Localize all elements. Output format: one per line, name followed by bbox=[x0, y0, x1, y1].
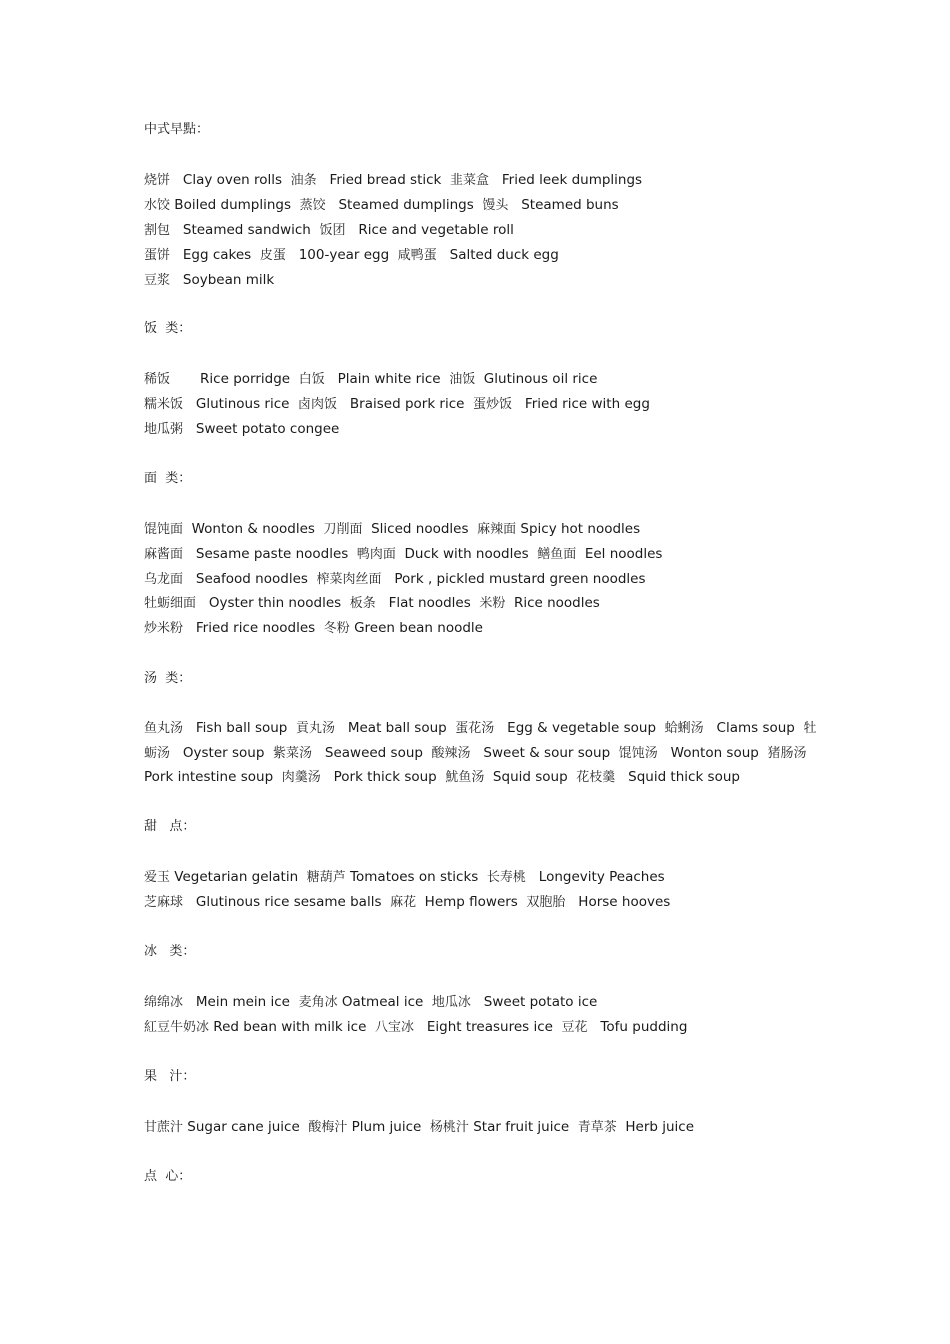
english-dish-name: Green bean noodle bbox=[349, 620, 483, 636]
chinese-dish-name: 紫菜汤 bbox=[272, 746, 312, 761]
chinese-dish-name: 冬粉 bbox=[323, 621, 350, 636]
chinese-dish-name: 地瓜粥 bbox=[144, 422, 184, 437]
english-dish-name: Spicy hot noodles bbox=[516, 521, 641, 537]
chinese-dish-name: 乌龙面 bbox=[144, 572, 184, 587]
english-dish-name: Herb juice bbox=[616, 1119, 695, 1135]
english-dish-name: Glutinous oil rice bbox=[475, 371, 598, 387]
english-dish-name: Hemp flowers bbox=[416, 894, 527, 910]
chinese-dish-name: 鱼丸汤 bbox=[144, 721, 184, 736]
section-heading: 冰 类： bbox=[144, 944, 196, 959]
menu-line bbox=[144, 420, 339, 439]
chinese-dish-name: 豆花 bbox=[561, 1020, 588, 1035]
chinese-dish-name: 炒米粉 bbox=[144, 621, 184, 636]
chinese-dish-name: 韭菜盒 bbox=[449, 173, 489, 188]
chinese-dish-name: 青草茶 bbox=[577, 1120, 617, 1135]
chinese-dish-name: 麦角冰 bbox=[298, 995, 338, 1010]
english-dish-name: Sliced noodles bbox=[362, 521, 478, 537]
chinese-dish-name: 绵绵冰 bbox=[144, 995, 184, 1010]
english-dish-name: Clams soup bbox=[703, 720, 804, 736]
english-dish-name: Star fruit juice bbox=[468, 1119, 578, 1135]
english-dish-name: Plain white rice bbox=[324, 371, 450, 387]
chinese-dish-name: 蛤蜊汤 bbox=[664, 721, 704, 736]
english-dish-name: Boiled dumplings bbox=[170, 197, 300, 213]
chinese-dish-name: 蛋花汤 bbox=[455, 721, 495, 736]
english-dish-name: Sweet potato ice bbox=[470, 994, 598, 1010]
chinese-dish-name: 油条 bbox=[290, 173, 317, 188]
chinese-dish-name: 稀饭 bbox=[144, 372, 171, 387]
english-dish-name: Eel noodles bbox=[576, 546, 663, 562]
chinese-dish-name: 榨菜肉丝面 bbox=[316, 572, 382, 587]
chinese-dish-name: 爱玉 bbox=[144, 870, 171, 885]
chinese-dish-name: 麻花 bbox=[390, 895, 417, 910]
menu-line bbox=[144, 719, 816, 738]
english-dish-name: Meat ball soup bbox=[334, 720, 456, 736]
chinese-dish-name: 花枝羹 bbox=[576, 770, 616, 785]
chinese-dish-name: 刀削面 bbox=[323, 522, 363, 537]
english-dish-name: Fried leek dumplings bbox=[488, 172, 643, 188]
menu-line bbox=[144, 1118, 694, 1137]
section-heading: 果 汁： bbox=[144, 1069, 196, 1084]
chinese-dish-name: 酸梅汁 bbox=[308, 1120, 348, 1135]
english-dish-name: Steamed buns bbox=[508, 197, 619, 213]
chinese-dish-name: 麻酱面 bbox=[144, 547, 184, 562]
english-dish-name: Sesame paste noodles bbox=[183, 546, 357, 562]
chinese-dish-name: 杨桃汁 bbox=[429, 1120, 469, 1135]
english-dish-name: Fried bread stick bbox=[316, 172, 450, 188]
chinese-dish-name: 牡蛎细面 bbox=[144, 596, 197, 611]
english-dish-name: Fish ball soup bbox=[183, 720, 296, 736]
english-dish-name: Pork , pickled mustard green noodles bbox=[381, 571, 646, 587]
chinese-dish-name: 白饭 bbox=[298, 372, 325, 387]
chinese-dish-name: 貢丸汤 bbox=[295, 721, 335, 736]
english-dish-name: Steamed sandwich bbox=[170, 222, 320, 238]
menu-line bbox=[144, 993, 597, 1012]
english-dish-name: Steamed dumplings bbox=[325, 197, 483, 213]
menu-line bbox=[144, 570, 646, 589]
menu-line bbox=[144, 619, 483, 638]
menu-line bbox=[144, 196, 619, 215]
english-dish-name: Glutinous rice sesame balls bbox=[183, 894, 391, 910]
english-dish-name: Rice and vegetable roll bbox=[345, 222, 514, 238]
chinese-dish-name: 魷鱼汤 bbox=[445, 770, 485, 785]
english-dish-name: Fried rice with egg bbox=[512, 396, 650, 412]
chinese-dish-name: 双胞胎 bbox=[526, 895, 566, 910]
english-dish-name: Pork thick soup bbox=[320, 769, 446, 785]
menu-line bbox=[144, 868, 665, 887]
english-dish-name: Rice porridge bbox=[170, 371, 299, 387]
chinese-dish-name: 蒸饺 bbox=[299, 198, 326, 213]
menu-line bbox=[144, 893, 670, 912]
english-dish-name: Egg & vegetable soup bbox=[494, 720, 665, 736]
section-heading: 点 心： bbox=[144, 1169, 192, 1184]
chinese-dish-name: 鸭肉面 bbox=[356, 547, 396, 562]
chinese-dish-name: 皮蛋 bbox=[259, 248, 286, 263]
menu-line bbox=[144, 744, 806, 763]
english-dish-name: Egg cakes bbox=[170, 247, 260, 263]
chinese-dish-name: 割包 bbox=[144, 223, 171, 238]
chinese-dish-name: 酸辣汤 bbox=[431, 746, 471, 761]
english-dish-name: Braised pork rice bbox=[337, 396, 474, 412]
chinese-dish-name: 鳝鱼面 bbox=[537, 547, 577, 562]
english-dish-name: Mein mein ice bbox=[183, 994, 299, 1010]
english-dish-name: Duck with noodles bbox=[395, 546, 538, 562]
english-dish-name: Soybean milk bbox=[170, 272, 275, 288]
english-dish-name: Seafood noodles bbox=[183, 571, 317, 587]
chinese-dish-name: 牡 bbox=[803, 721, 817, 736]
chinese-dish-name: 水饺 bbox=[144, 198, 171, 213]
chinese-dish-name: 蛋饼 bbox=[144, 248, 171, 263]
english-dish-name: Oatmeal ice bbox=[337, 994, 432, 1010]
english-dish-name: Horse hooves bbox=[565, 894, 671, 910]
english-dish-name: 100-year egg bbox=[285, 247, 398, 263]
english-dish-name: Tofu pudding bbox=[587, 1019, 688, 1035]
menu-line bbox=[144, 271, 274, 290]
menu-line bbox=[144, 545, 662, 564]
chinese-dish-name: 烧饼 bbox=[144, 173, 171, 188]
english-dish-name: Sugar cane juice bbox=[183, 1119, 309, 1135]
section-heading: 面 类： bbox=[144, 471, 192, 486]
section-heading: 饭 类： bbox=[144, 321, 192, 336]
chinese-dish-name: 蛋炒饭 bbox=[473, 397, 513, 412]
chinese-dish-name: 馄饨面 bbox=[144, 522, 184, 537]
menu-line bbox=[144, 594, 600, 613]
chinese-dish-name: 紅豆牛奶冰 bbox=[144, 1020, 210, 1035]
english-dish-name: Eight treasures ice bbox=[414, 1019, 562, 1035]
chinese-dish-name: 芝麻球 bbox=[144, 895, 184, 910]
english-dish-name: Red bean with milk ice bbox=[209, 1019, 375, 1035]
english-dish-name: Tomatoes on sticks bbox=[345, 869, 487, 885]
menu-line bbox=[144, 1018, 687, 1037]
chinese-dish-name: 板条 bbox=[349, 596, 376, 611]
english-dish-name: Oyster thin noodles bbox=[196, 595, 350, 611]
menu-line bbox=[144, 768, 740, 787]
section-heading: 甜 点： bbox=[144, 819, 196, 834]
chinese-dish-name: 油饭 bbox=[449, 372, 476, 387]
chinese-dish-name: 馒头 bbox=[482, 198, 509, 213]
chinese-dish-name: 饭团 bbox=[319, 223, 346, 238]
chinese-dish-name: 猪肠汤 bbox=[767, 746, 807, 761]
english-dish-name: Pork intestine soup bbox=[144, 769, 282, 785]
section-heading: 中式早點： bbox=[144, 122, 210, 137]
chinese-dish-name: 咸鸭蛋 bbox=[397, 248, 437, 263]
english-dish-name: Squid soup bbox=[484, 769, 577, 785]
chinese-dish-name: 甘蔗汁 bbox=[144, 1120, 184, 1135]
english-dish-name: Seaweed soup bbox=[312, 745, 432, 761]
chinese-dish-name: 米粉 bbox=[479, 596, 506, 611]
english-dish-name: Flat noodles bbox=[375, 595, 480, 611]
english-dish-name: Squid thick soup bbox=[615, 769, 740, 785]
english-dish-name: Clay oven rolls bbox=[170, 172, 291, 188]
english-dish-name: Sweet & sour soup bbox=[470, 745, 619, 761]
chinese-dish-name: 地瓜冰 bbox=[431, 995, 471, 1010]
english-dish-name: Rice noodles bbox=[505, 595, 600, 611]
chinese-dish-name: 八宝冰 bbox=[375, 1020, 415, 1035]
chinese-dish-name: 卤肉饭 bbox=[298, 397, 338, 412]
english-dish-name: Oyster soup bbox=[170, 745, 273, 761]
english-dish-name: Longevity Peaches bbox=[525, 869, 665, 885]
chinese-dish-name: 馄饨汤 bbox=[618, 746, 658, 761]
english-dish-name: Glutinous rice bbox=[183, 396, 299, 412]
chinese-dish-name: 糖葫芦 bbox=[306, 870, 346, 885]
menu-line bbox=[144, 370, 597, 389]
chinese-dish-name: 长寿桃 bbox=[486, 870, 526, 885]
english-dish-name: Fried rice noodles bbox=[183, 620, 324, 636]
chinese-dish-name: 肉羹汤 bbox=[281, 770, 321, 785]
menu-line bbox=[144, 221, 514, 240]
english-dish-name: Plum juice bbox=[347, 1119, 430, 1135]
chinese-dish-name: 蛎汤 bbox=[144, 746, 171, 761]
menu-line bbox=[144, 246, 559, 265]
english-dish-name: Wonton soup bbox=[657, 745, 768, 761]
chinese-dish-name: 糯米饭 bbox=[144, 397, 184, 412]
english-dish-name: Vegetarian gelatin bbox=[170, 869, 307, 885]
english-dish-name: Wonton & noodles bbox=[183, 521, 324, 537]
english-dish-name: Sweet potato congee bbox=[183, 421, 340, 437]
section-heading: 汤 类： bbox=[144, 671, 192, 686]
english-dish-name: Salted duck egg bbox=[436, 247, 559, 263]
chinese-dish-name: 麻辣面 bbox=[477, 522, 517, 537]
menu-line bbox=[144, 520, 640, 539]
menu-line bbox=[144, 171, 642, 190]
chinese-dish-name: 豆浆 bbox=[144, 273, 171, 288]
menu-line bbox=[144, 395, 650, 414]
